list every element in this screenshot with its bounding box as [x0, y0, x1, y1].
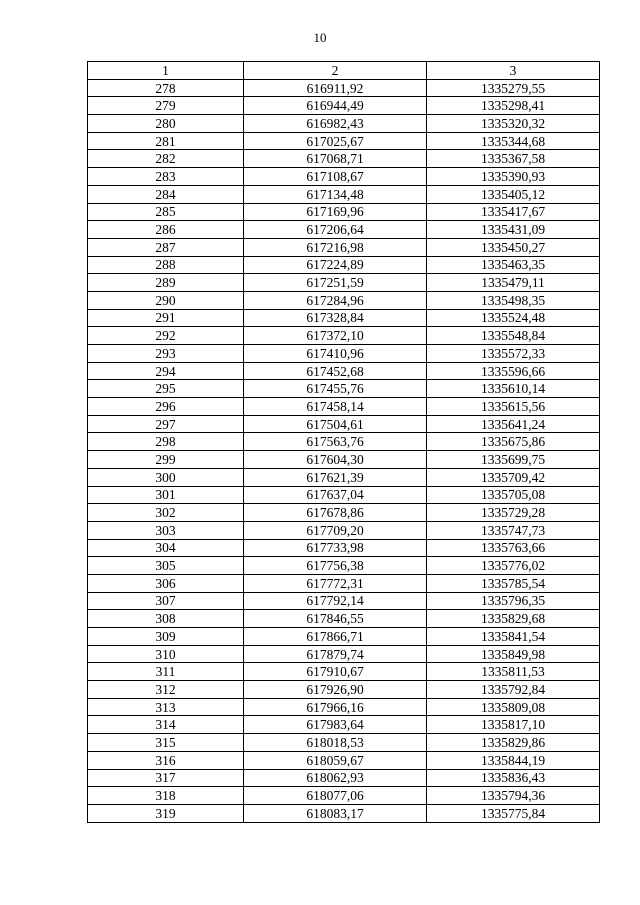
point-number-cell: 317	[88, 769, 244, 787]
x-coordinate-cell: 618077,06	[244, 787, 427, 805]
y-coordinate-cell: 1335390,93	[427, 168, 600, 186]
point-number-cell: 296	[88, 398, 244, 416]
y-coordinate-cell: 1335450,27	[427, 238, 600, 256]
y-coordinate-cell: 1335841,54	[427, 628, 600, 646]
y-coordinate-cell: 1335775,84	[427, 804, 600, 822]
y-coordinate-cell: 1335524,48	[427, 309, 600, 327]
table-row	[88, 804, 600, 822]
y-coordinate-cell: 1335675,86	[427, 433, 600, 451]
table-row	[88, 150, 600, 168]
table-row	[88, 185, 600, 203]
y-coordinate-cell: 1335405,12	[427, 185, 600, 203]
y-coordinate-cell: 1335705,08	[427, 486, 600, 504]
table-row	[88, 345, 600, 363]
table-header-row	[88, 62, 600, 80]
table-row	[88, 79, 600, 97]
point-number-cell: 313	[88, 698, 244, 716]
y-coordinate-cell: 1335572,33	[427, 345, 600, 363]
point-number-cell: 297	[88, 415, 244, 433]
table-row	[88, 256, 600, 274]
table-row	[88, 521, 600, 539]
table-row	[88, 291, 600, 309]
point-number-cell: 295	[88, 380, 244, 398]
table-row	[88, 451, 600, 469]
x-coordinate-cell: 617216,98	[244, 238, 427, 256]
y-coordinate-cell: 1335431,09	[427, 221, 600, 239]
point-number-cell: 302	[88, 504, 244, 522]
table-row	[88, 628, 600, 646]
y-coordinate-cell: 1335747,73	[427, 521, 600, 539]
point-number-cell: 288	[88, 256, 244, 274]
x-coordinate-cell: 617621,39	[244, 468, 427, 486]
x-coordinate-cell: 618083,17	[244, 804, 427, 822]
table-row	[88, 221, 600, 239]
x-coordinate-cell: 617134,48	[244, 185, 427, 203]
y-coordinate-cell: 1335298,41	[427, 97, 600, 115]
point-number-cell: 299	[88, 451, 244, 469]
point-number-cell: 286	[88, 221, 244, 239]
point-number-cell: 280	[88, 115, 244, 133]
table-row	[88, 115, 600, 133]
point-number-cell: 287	[88, 238, 244, 256]
table-row	[88, 327, 600, 345]
point-number-cell: 304	[88, 539, 244, 557]
point-number-cell: 300	[88, 468, 244, 486]
table-row	[88, 734, 600, 752]
table-row	[88, 168, 600, 186]
point-number-cell: 307	[88, 592, 244, 610]
table-row	[88, 751, 600, 769]
x-coordinate-cell: 617452,68	[244, 362, 427, 380]
point-number-cell: 303	[88, 521, 244, 539]
coordinates-table	[87, 61, 600, 823]
x-coordinate-cell: 618059,67	[244, 751, 427, 769]
table-row	[88, 539, 600, 557]
point-number-cell: 283	[88, 168, 244, 186]
x-coordinate-cell: 617206,64	[244, 221, 427, 239]
column-header-2: 2	[244, 62, 427, 80]
point-number-cell: 306	[88, 574, 244, 592]
x-coordinate-cell: 617108,67	[244, 168, 427, 186]
table-row	[88, 592, 600, 610]
x-coordinate-cell: 617846,55	[244, 610, 427, 628]
table-row	[88, 132, 600, 150]
table-row	[88, 681, 600, 699]
point-number-cell: 292	[88, 327, 244, 345]
x-coordinate-cell: 617772,31	[244, 574, 427, 592]
table-row	[88, 362, 600, 380]
x-coordinate-cell: 617458,14	[244, 398, 427, 416]
x-coordinate-cell: 617604,30	[244, 451, 427, 469]
y-coordinate-cell: 1335641,24	[427, 415, 600, 433]
y-coordinate-cell: 1335809,08	[427, 698, 600, 716]
y-coordinate-cell: 1335709,42	[427, 468, 600, 486]
point-number-cell: 278	[88, 79, 244, 97]
table-row	[88, 415, 600, 433]
point-number-cell: 308	[88, 610, 244, 628]
x-coordinate-cell: 617637,04	[244, 486, 427, 504]
table-row	[88, 468, 600, 486]
x-coordinate-cell: 617879,74	[244, 645, 427, 663]
x-coordinate-cell: 617410,96	[244, 345, 427, 363]
page-number: 10	[313, 30, 327, 45]
table-row	[88, 787, 600, 805]
y-coordinate-cell: 1335817,10	[427, 716, 600, 734]
table-row	[88, 433, 600, 451]
table-row	[88, 309, 600, 327]
y-coordinate-cell: 1335829,86	[427, 734, 600, 752]
table-row	[88, 274, 600, 292]
table-row	[88, 97, 600, 115]
point-number-cell: 316	[88, 751, 244, 769]
point-number-cell: 318	[88, 787, 244, 805]
y-coordinate-cell: 1335479,11	[427, 274, 600, 292]
point-number-cell: 290	[88, 291, 244, 309]
y-coordinate-cell: 1335498,35	[427, 291, 600, 309]
point-number-cell: 319	[88, 804, 244, 822]
x-coordinate-cell: 617504,61	[244, 415, 427, 433]
y-coordinate-cell: 1335596,66	[427, 362, 600, 380]
y-coordinate-cell: 1335367,58	[427, 150, 600, 168]
point-number-cell: 309	[88, 628, 244, 646]
y-coordinate-cell: 1335548,84	[427, 327, 600, 345]
y-coordinate-cell: 1335849,98	[427, 645, 600, 663]
table-row	[88, 238, 600, 256]
x-coordinate-cell: 617678,86	[244, 504, 427, 522]
x-coordinate-cell: 617328,84	[244, 309, 427, 327]
point-number-cell: 291	[88, 309, 244, 327]
point-number-cell: 284	[88, 185, 244, 203]
x-coordinate-cell: 617792,14	[244, 592, 427, 610]
point-number-cell: 281	[88, 132, 244, 150]
x-coordinate-cell: 617284,96	[244, 291, 427, 309]
y-coordinate-cell: 1335279,55	[427, 79, 600, 97]
point-number-cell: 293	[88, 345, 244, 363]
x-coordinate-cell: 617563,76	[244, 433, 427, 451]
x-coordinate-cell: 616911,92	[244, 79, 427, 97]
table-row	[88, 504, 600, 522]
y-coordinate-cell: 1335811,53	[427, 663, 600, 681]
x-coordinate-cell: 617756,38	[244, 557, 427, 575]
x-coordinate-cell: 616944,49	[244, 97, 427, 115]
point-number-cell: 305	[88, 557, 244, 575]
y-coordinate-cell: 1335844,19	[427, 751, 600, 769]
table-row	[88, 698, 600, 716]
point-number-cell: 312	[88, 681, 244, 699]
table-body	[88, 79, 600, 822]
y-coordinate-cell: 1335344,68	[427, 132, 600, 150]
x-coordinate-cell: 616982,43	[244, 115, 427, 133]
y-coordinate-cell: 1335796,35	[427, 592, 600, 610]
point-number-cell: 289	[88, 274, 244, 292]
table-row	[88, 574, 600, 592]
x-coordinate-cell: 618018,53	[244, 734, 427, 752]
point-number-cell: 294	[88, 362, 244, 380]
point-number-cell: 285	[88, 203, 244, 221]
y-coordinate-cell: 1335836,43	[427, 769, 600, 787]
point-number-cell: 311	[88, 663, 244, 681]
y-coordinate-cell: 1335794,36	[427, 787, 600, 805]
table-row	[88, 769, 600, 787]
x-coordinate-cell: 617709,20	[244, 521, 427, 539]
y-coordinate-cell: 1335417,67	[427, 203, 600, 221]
y-coordinate-cell: 1335699,75	[427, 451, 600, 469]
y-coordinate-cell: 1335776,02	[427, 557, 600, 575]
table-row	[88, 716, 600, 734]
table-row	[88, 557, 600, 575]
y-coordinate-cell: 1335763,66	[427, 539, 600, 557]
x-coordinate-cell: 617068,71	[244, 150, 427, 168]
x-coordinate-cell: 617169,96	[244, 203, 427, 221]
x-coordinate-cell: 617455,76	[244, 380, 427, 398]
x-coordinate-cell: 617224,89	[244, 256, 427, 274]
y-coordinate-cell: 1335792,84	[427, 681, 600, 699]
y-coordinate-cell: 1335320,32	[427, 115, 600, 133]
x-coordinate-cell: 617966,16	[244, 698, 427, 716]
x-coordinate-cell: 617372,10	[244, 327, 427, 345]
table-row	[88, 380, 600, 398]
x-coordinate-cell: 617983,64	[244, 716, 427, 734]
y-coordinate-cell: 1335729,28	[427, 504, 600, 522]
point-number-cell: 298	[88, 433, 244, 451]
y-coordinate-cell: 1335785,54	[427, 574, 600, 592]
x-coordinate-cell: 618062,93	[244, 769, 427, 787]
x-coordinate-cell: 617025,67	[244, 132, 427, 150]
y-coordinate-cell: 1335829,68	[427, 610, 600, 628]
table-row	[88, 486, 600, 504]
y-coordinate-cell: 1335463,35	[427, 256, 600, 274]
x-coordinate-cell: 617251,59	[244, 274, 427, 292]
x-coordinate-cell: 617866,71	[244, 628, 427, 646]
table-row	[88, 663, 600, 681]
table-row	[88, 610, 600, 628]
point-number-cell: 279	[88, 97, 244, 115]
y-coordinate-cell: 1335615,56	[427, 398, 600, 416]
table-row	[88, 398, 600, 416]
table-row	[88, 203, 600, 221]
point-number-cell: 314	[88, 716, 244, 734]
y-coordinate-cell: 1335610,14	[427, 380, 600, 398]
point-number-cell: 315	[88, 734, 244, 752]
column-header-1: 1	[88, 62, 244, 80]
table-row	[88, 645, 600, 663]
column-header-3: 3	[427, 62, 600, 80]
x-coordinate-cell: 617926,90	[244, 681, 427, 699]
x-coordinate-cell: 617910,67	[244, 663, 427, 681]
point-number-cell: 310	[88, 645, 244, 663]
point-number-cell: 282	[88, 150, 244, 168]
x-coordinate-cell: 617733,98	[244, 539, 427, 557]
point-number-cell: 301	[88, 486, 244, 504]
